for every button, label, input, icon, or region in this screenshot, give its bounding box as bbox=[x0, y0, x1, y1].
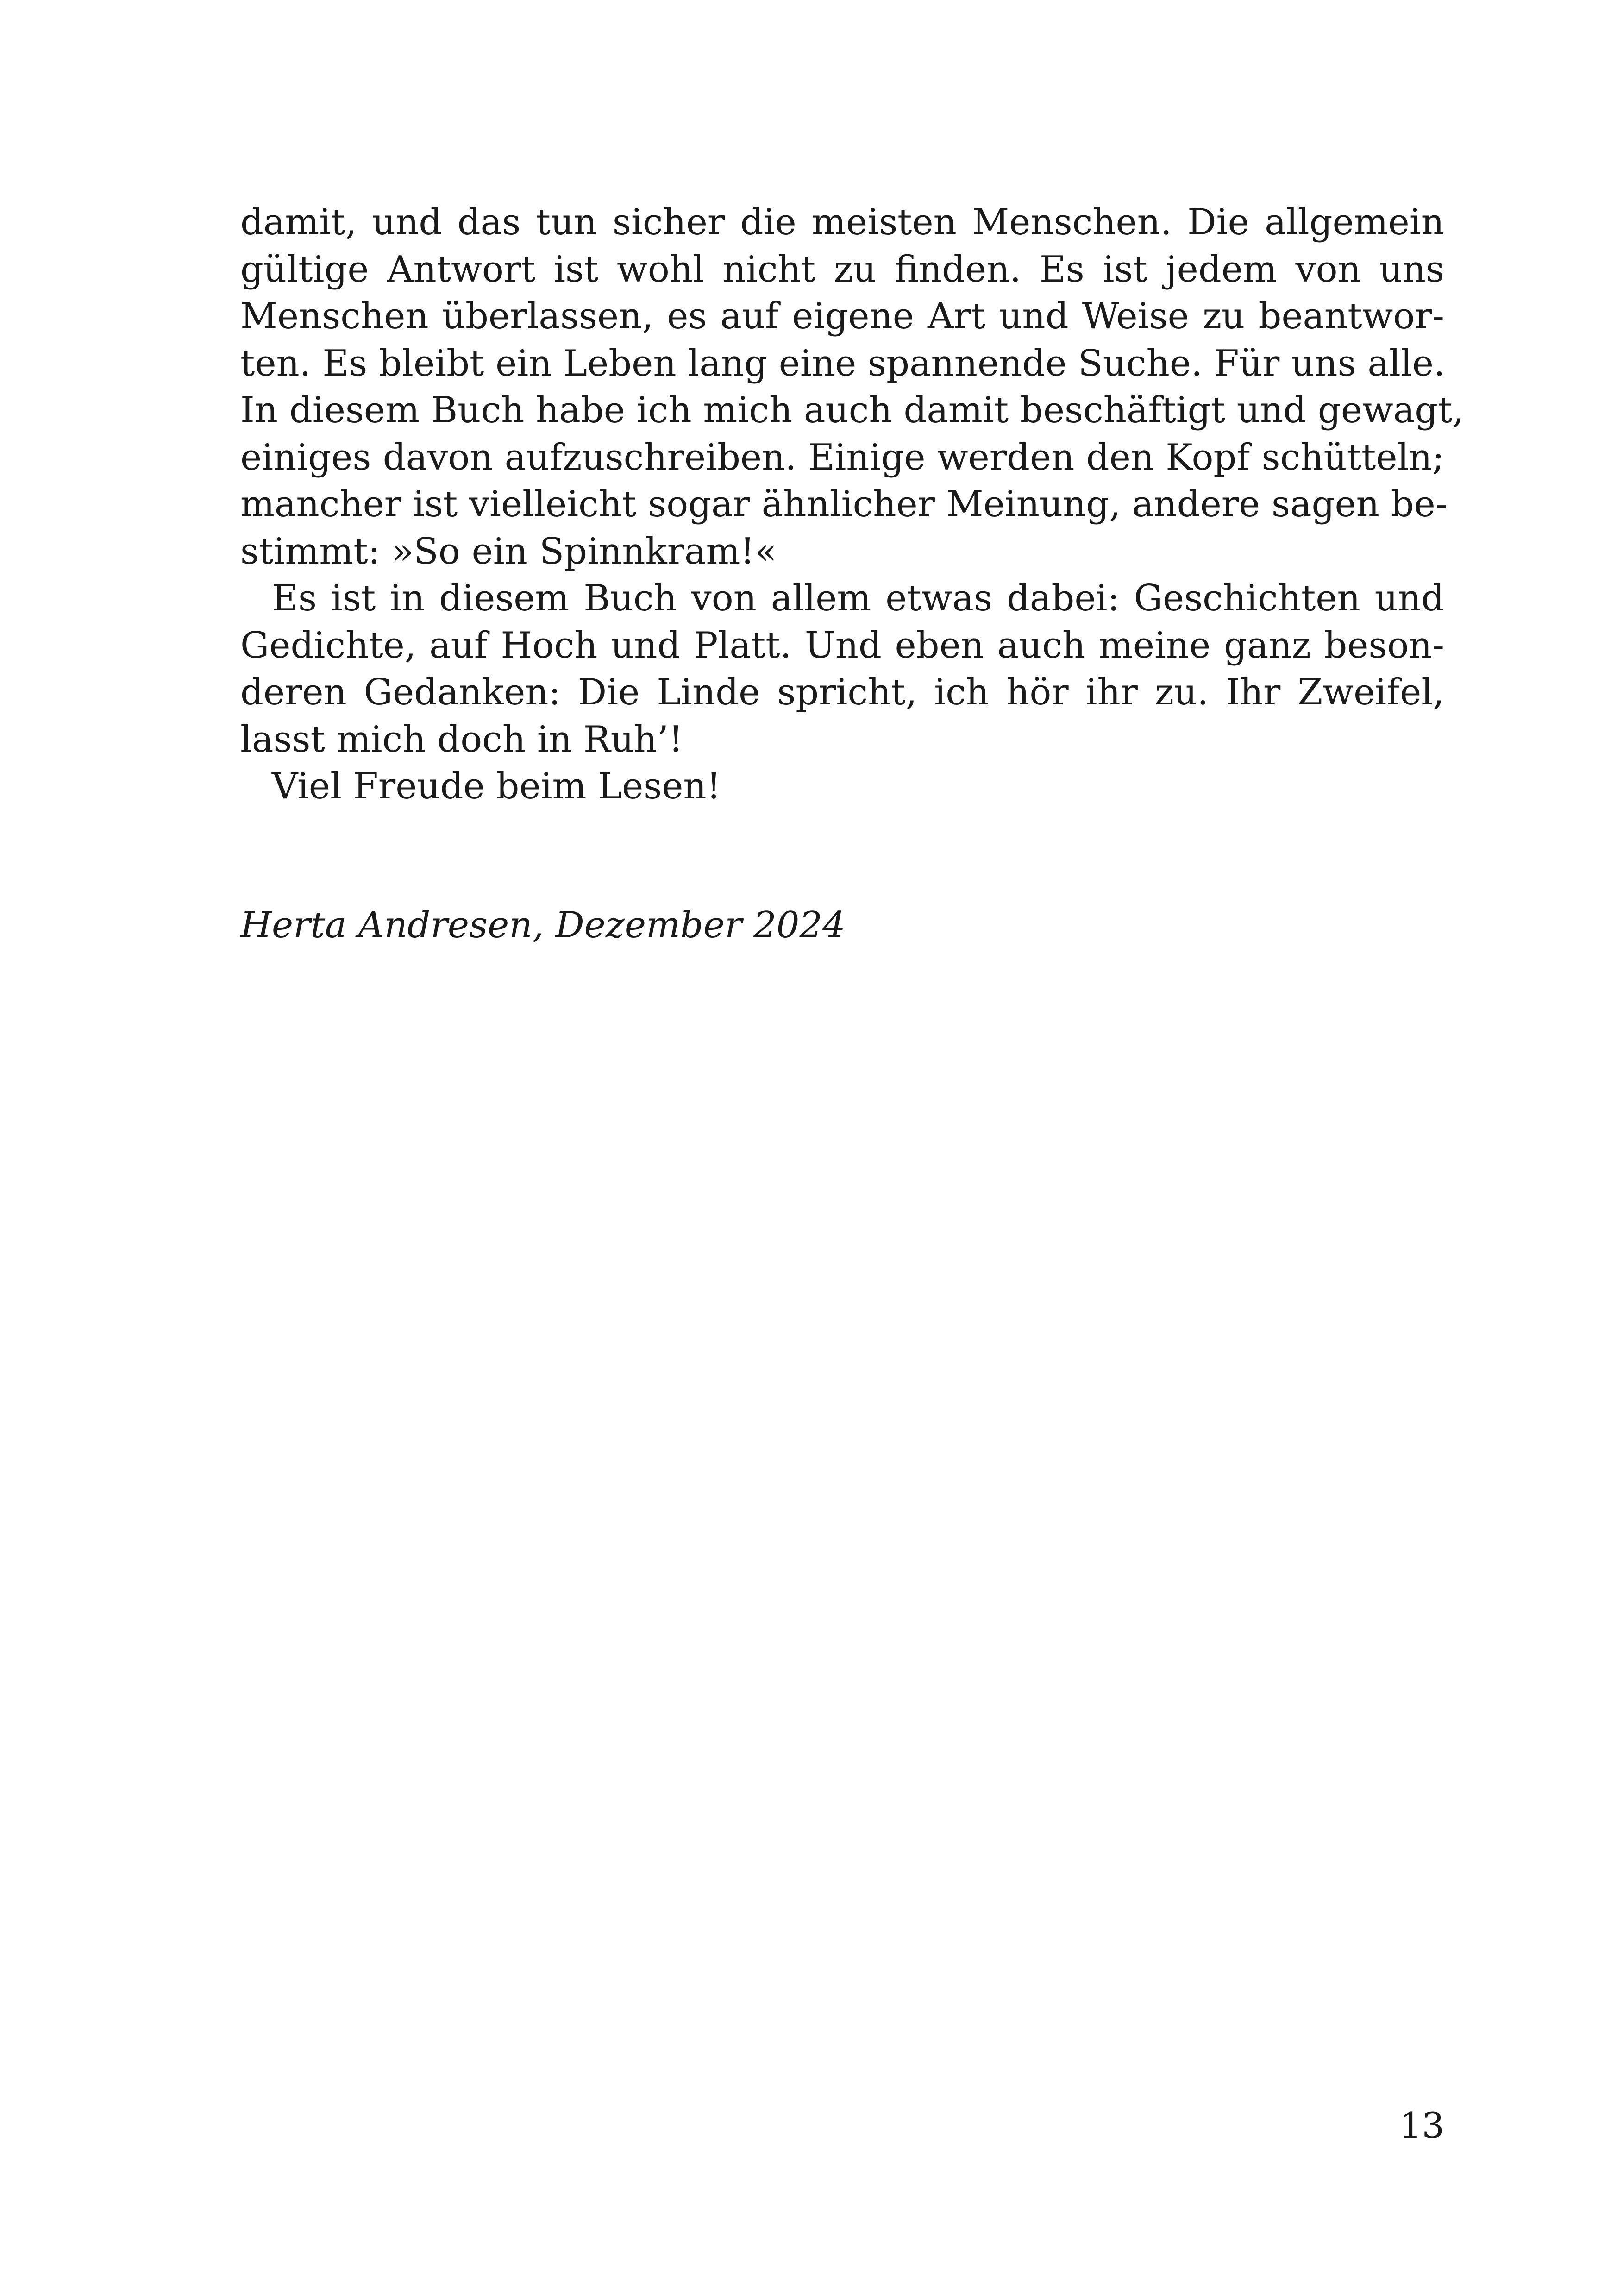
paragraph bbox=[240, 763, 1444, 810]
text-line: Gedichte, auf Hoch und Platt. Und eben auch meine ganz beson- bbox=[240, 624, 1444, 666]
text-line: damit, und das tun sicher die meisten Menschen. Die allgemein bbox=[240, 201, 1444, 243]
paragraph bbox=[240, 575, 1444, 763]
text-line: In diesem Buch habe ich mich auch damit beschäftigt und gewagt, bbox=[240, 389, 1464, 431]
text-line: mancher ist vielleicht sogar ähnlicher Meinung, andere sagen be- bbox=[240, 483, 1448, 525]
text-line: Menschen überlassen, es auf eigene Art und Weise zu beantwor- bbox=[240, 295, 1444, 337]
page-number: 13 bbox=[1399, 2105, 1444, 2146]
text-line: Es ist in diesem Buch von allem etwas dabei: Geschichten und bbox=[272, 577, 1444, 619]
paragraph bbox=[240, 199, 1464, 575]
text-line: stimmt: »So ein Spinnkram!« bbox=[240, 530, 777, 572]
text-line: gültige Antwort ist wohl nicht zu finden. Es ist jedem von uns bbox=[240, 248, 1444, 290]
text-line: Viel Freude beim Lesen! bbox=[272, 765, 721, 807]
text-line: deren Gedanken: Die Linde spricht, ich hör ihr zu. Ihr Zweifel, bbox=[240, 671, 1444, 713]
text-line: lasst mich doch in Ruh’! bbox=[240, 718, 683, 760]
text-line: einiges davon aufzuschreiben. Einige werden den Kopf schütteln; bbox=[240, 436, 1444, 478]
author-signature: Herta Andresen, Dezember 2024 bbox=[240, 904, 846, 946]
text-line: ten. Es bleibt ein Leben lang eine spannende Suche. Für uns alle. bbox=[240, 342, 1445, 384]
body-text bbox=[240, 199, 1464, 810]
